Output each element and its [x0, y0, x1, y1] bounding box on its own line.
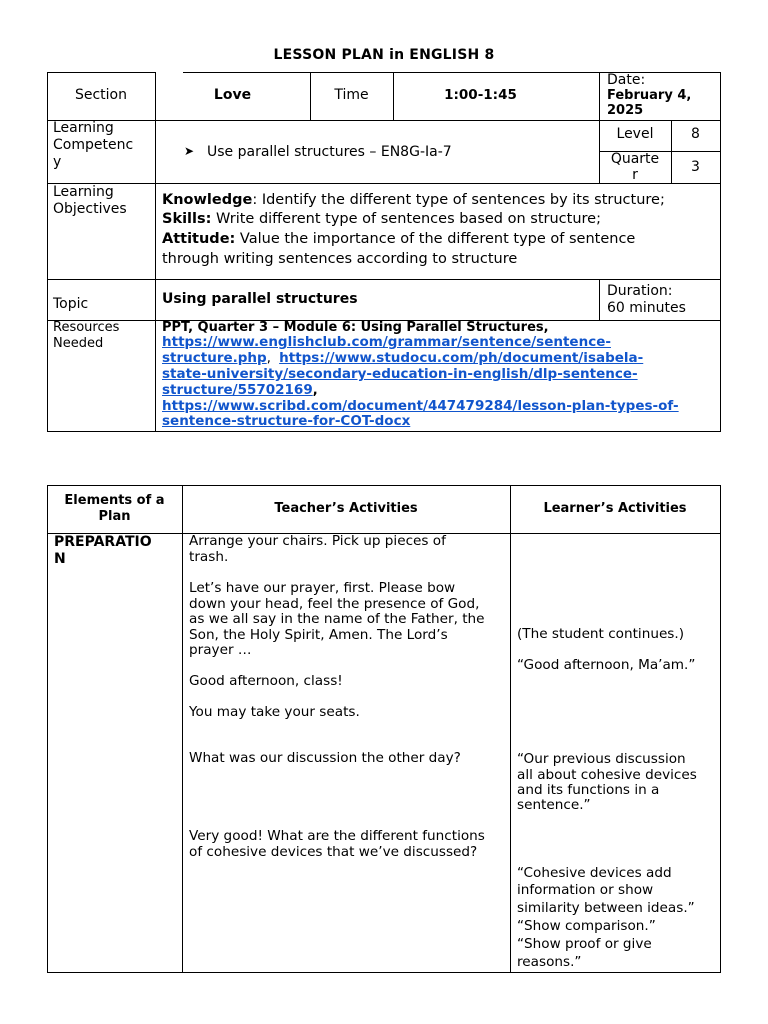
- knowledge-line: [162, 191, 665, 211]
- link-scribd-b[interactable]: sentence-structure-for-COT-docx: [162, 413, 411, 429]
- attitude-text-2: through writing sentences according to structure: [162, 251, 518, 267]
- teacher-line: Son, the Holy Spirit, Amen. The Lord’s: [189, 627, 448, 643]
- header-elements-1: Elements of a: [64, 493, 165, 508]
- learner-line: sentence.”: [517, 797, 591, 813]
- resources-label-2: Needed: [53, 336, 104, 351]
- link-studocu-line3: structure/55702169,: [162, 382, 318, 398]
- section-label: Section: [74, 87, 127, 103]
- element-preparation-2: N: [54, 551, 66, 567]
- time-label: Time: [334, 87, 369, 103]
- link-englishclub-a[interactable]: https://www.englishclub.com/grammar/sentence/sentence-: [162, 334, 611, 350]
- attitude-label: Attitude:: [162, 231, 236, 247]
- competency-label-1: Learning: [53, 120, 114, 136]
- link-row-2: structure.php, https://www.studocu.com/ph/document/isabela-: [162, 350, 644, 366]
- objectives-label-1: Learning: [53, 184, 114, 200]
- competency-label-3: y: [53, 154, 62, 170]
- teacher-line: You may take your seats.: [189, 704, 360, 720]
- skills-text: Write different type of sentences based on structure;: [211, 211, 601, 227]
- competency-label-2: Competenc: [53, 137, 134, 153]
- learner-line: “Cohesive devices add: [517, 865, 672, 881]
- knowledge-label: Knowledge: [162, 192, 253, 208]
- link-studocu-a[interactable]: https://www.studocu.com/ph/document/isabela-: [279, 350, 644, 366]
- learner-line: similarity between ideas.”: [517, 900, 695, 916]
- learner-line: reasons.”: [517, 954, 582, 970]
- section-value: Love: [213, 87, 252, 103]
- skills-line: [162, 210, 601, 230]
- time-value: 1:00-1:45: [444, 87, 517, 103]
- learner-line: “Good afternoon, Ma’am.”: [517, 657, 696, 673]
- teacher-line: Very good! What are the different functions: [189, 828, 485, 844]
- link-englishclub-line1[interactable]: [162, 335, 611, 351]
- header-learner: Learner’s Activities: [543, 501, 687, 516]
- link-scribd-a[interactable]: https://www.scribd.com/document/447479284/lesson-plan-types-of-: [162, 398, 679, 414]
- learner-line: and its functions in a: [517, 782, 660, 798]
- resources-intro: PPT, Quarter 3 – Module 6: Using Parallel Structures,: [162, 320, 549, 335]
- teacher-line: down your head, feel the presence of God,: [189, 596, 480, 612]
- link-studocu-b[interactable]: state-university/secondary-education-in-english/dlp-sentence-: [162, 366, 638, 382]
- attitude-line: [162, 230, 635, 250]
- teacher-line: Let’s have our prayer, first. Please bow: [189, 580, 456, 596]
- learner-line: “Our previous discussion: [517, 751, 686, 767]
- link-englishclub-b[interactable]: structure.php: [162, 350, 267, 366]
- attitude-text: Value the importance of the different type of sentence: [235, 231, 636, 247]
- teacher-line: Arrange your chairs. Pick up pieces of: [189, 533, 446, 549]
- learner-line: all about cohesive devices: [517, 767, 697, 783]
- topic-label: Topic: [53, 296, 89, 312]
- teacher-line: as we all say in the name of the Father, the: [189, 611, 485, 627]
- resources-label-1: Resources: [53, 320, 120, 335]
- learner-line: “Show proof or give: [517, 936, 652, 952]
- link-scribd-line2: [162, 414, 410, 430]
- teacher-line: trash.: [189, 549, 229, 565]
- learner-line: information or show: [517, 882, 654, 898]
- link-studocu-line2: [162, 367, 638, 383]
- knowledge-text: : Identify the different type of sentences by its structure;: [252, 192, 665, 208]
- duration-label-2: 60 minutes: [607, 300, 686, 316]
- quarter-label-2: r: [632, 167, 638, 183]
- quarter-value: 3: [691, 159, 700, 175]
- level-value: 8: [691, 126, 700, 142]
- learner-line: (The student continues.): [517, 626, 685, 642]
- skills-label: Skills:: [162, 211, 212, 227]
- competency-text: Use parallel structures – EN8G-Ia-7: [207, 144, 452, 160]
- objectives-label-2: Objectives: [53, 201, 127, 217]
- learner-line: “Show comparison.”: [517, 918, 656, 934]
- teacher-line: prayer …: [189, 642, 252, 658]
- arrow-bullet-icon: ➤: [184, 144, 195, 158]
- quarter-label-1: Quarte: [610, 151, 660, 167]
- document-title: LESSON PLAN in ENGLISH 8: [273, 47, 495, 63]
- link-studocu-c[interactable]: structure/55702169: [162, 382, 313, 398]
- level-label: Level: [616, 126, 654, 142]
- teacher-line: What was our discussion the other day?: [189, 750, 461, 766]
- duration-label-1: Duration:: [607, 283, 673, 299]
- date-value-line1: February 4,: [607, 88, 692, 103]
- header-elements-2: Plan: [98, 509, 131, 524]
- element-preparation-1: PREPARATIO: [54, 534, 152, 550]
- teacher-line: Good afternoon, class!: [189, 673, 343, 689]
- date-value-line2: 2025: [607, 103, 644, 118]
- date-label: Date:: [607, 72, 646, 88]
- teacher-line: of cohesive devices that we’ve discussed?: [189, 844, 478, 860]
- topic-value: Using parallel structures: [162, 291, 358, 307]
- header-teacher: Teacher’s Activities: [274, 501, 418, 516]
